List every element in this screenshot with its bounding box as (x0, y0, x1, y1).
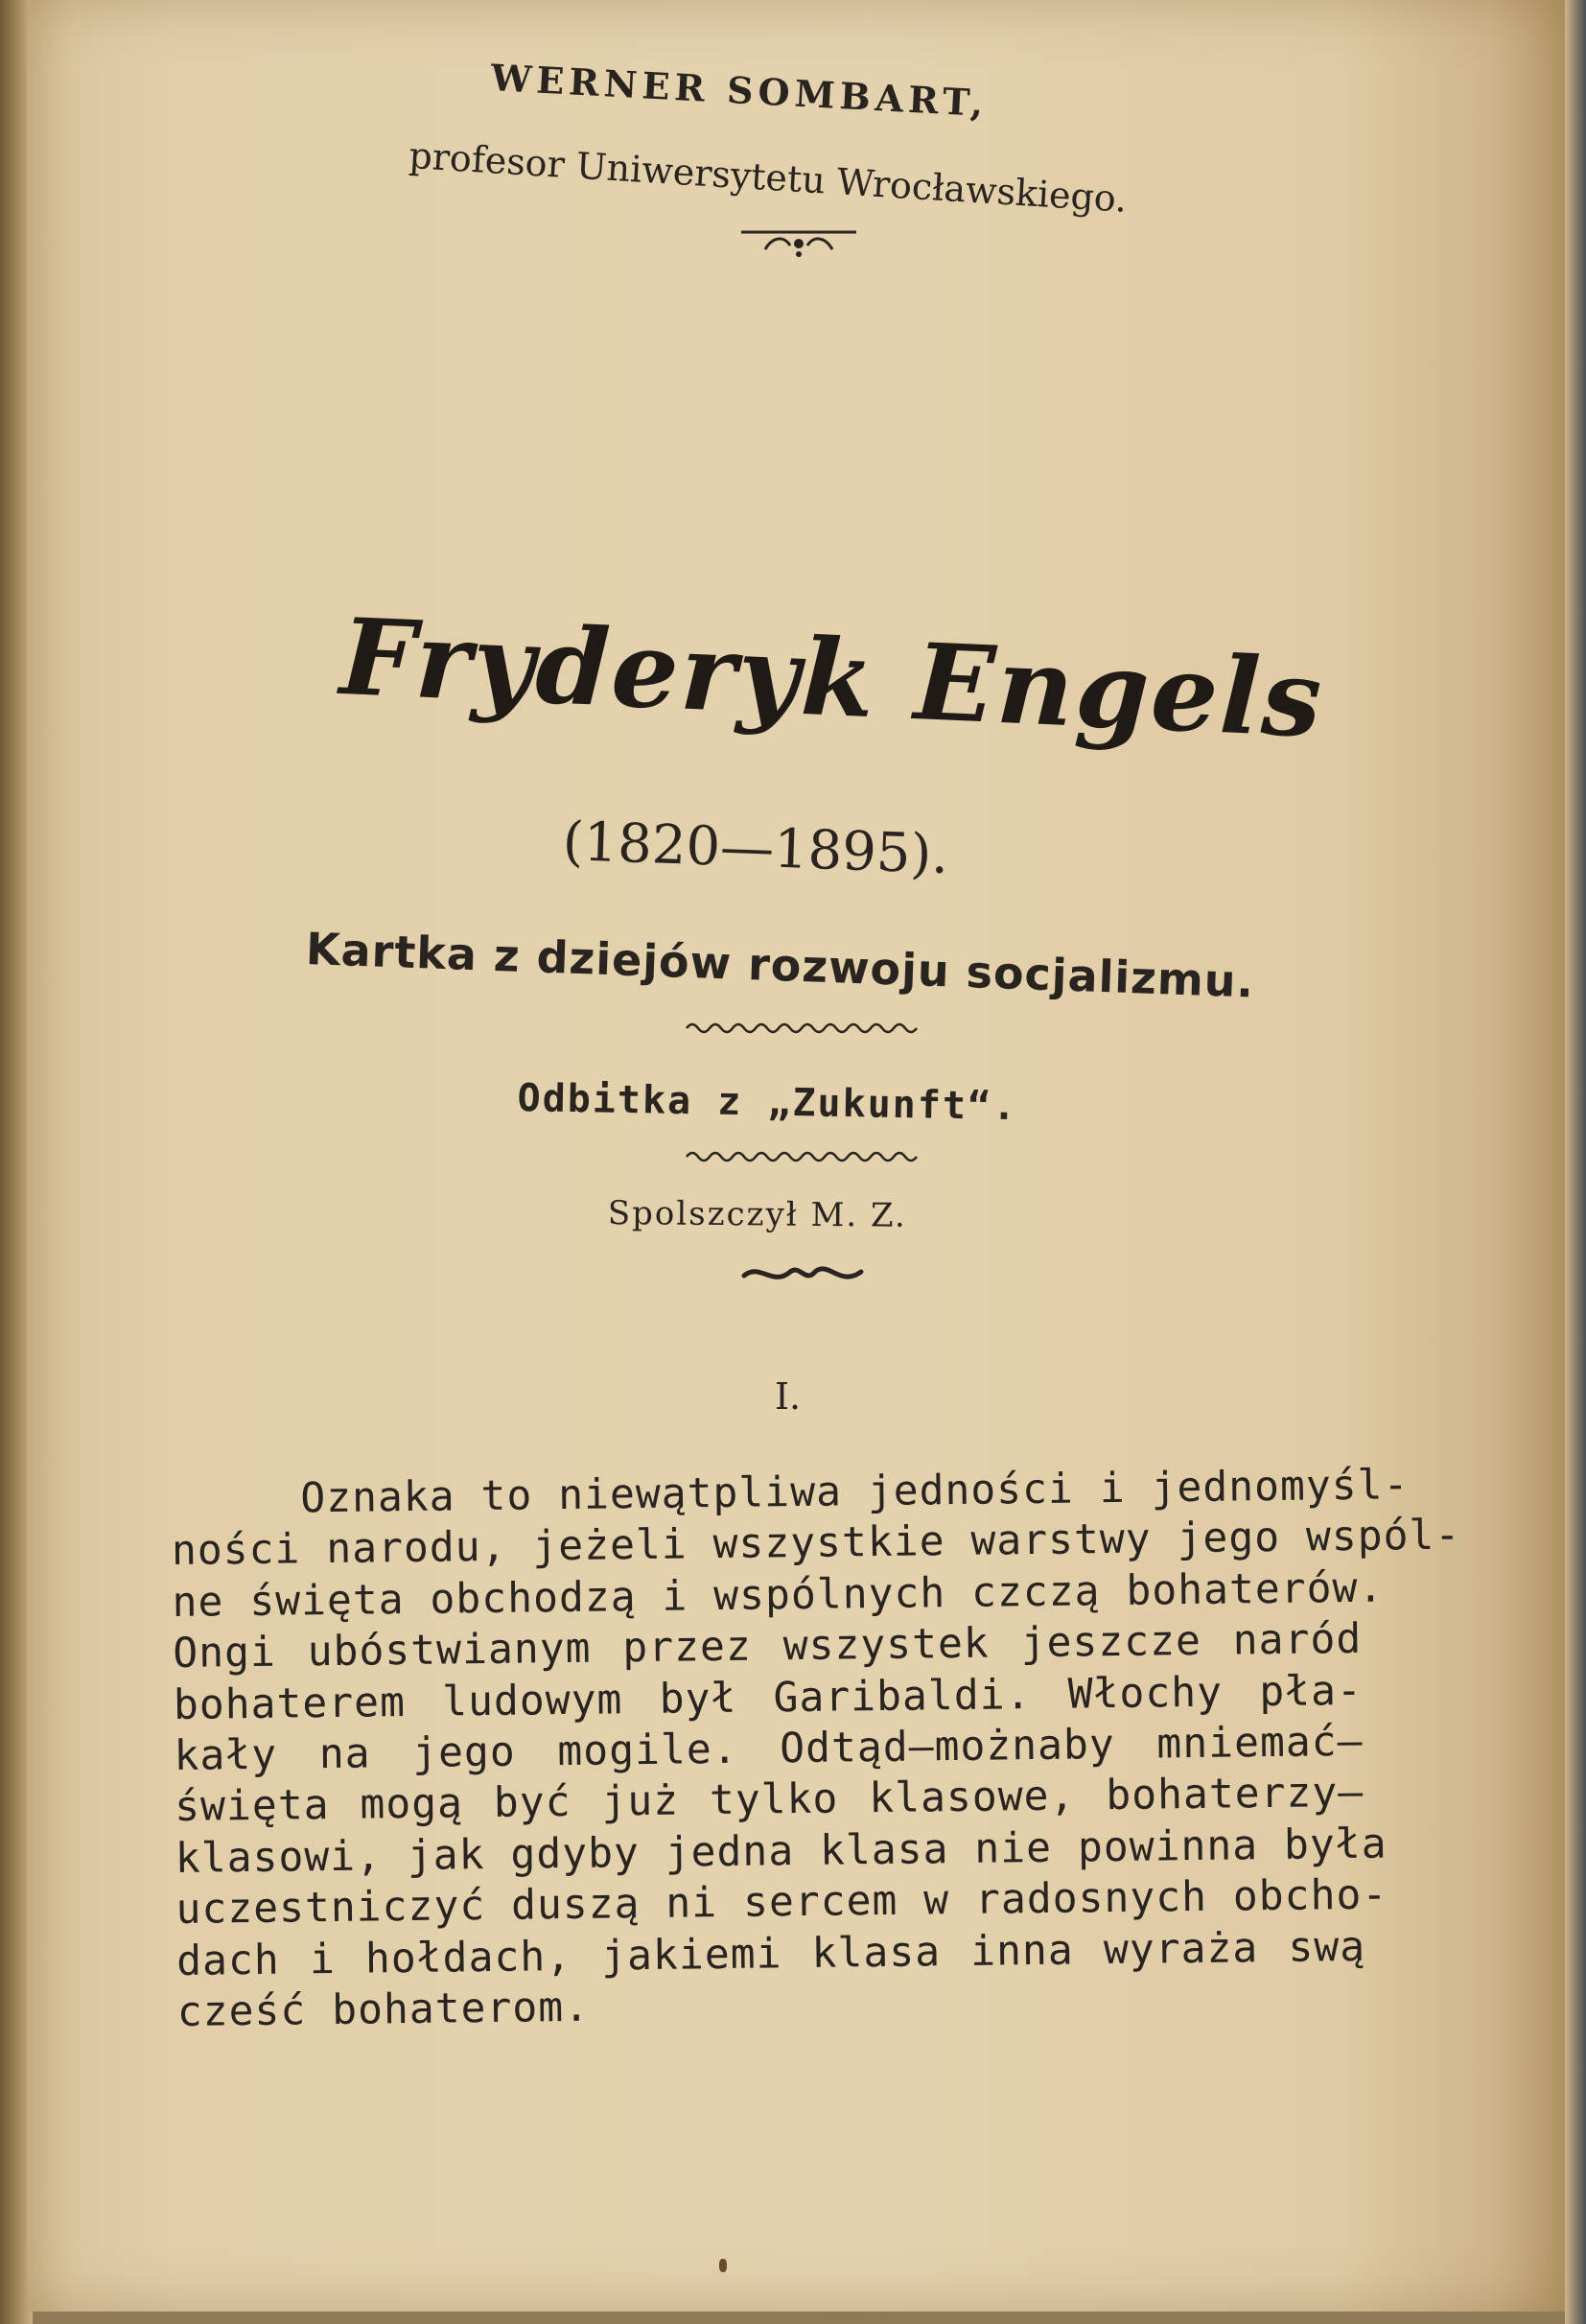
book-page (27, 0, 1567, 2312)
ornament-top-icon (736, 223, 861, 261)
translator-credit: Spolszczył M. Z. (607, 1194, 908, 1235)
body-line: święta mogą być już tylko klasowe, bohaterzy— (174, 1769, 1364, 1832)
body-line: Oznaka to niewątpliwa jedności i jednomyśl- (300, 1461, 1410, 1523)
author-affiliation: profesor Uniwersytetu Wrocławskiego. (408, 134, 1129, 221)
body-line: kały na jego mogile. Odtąd—możnaby mniemać— (174, 1717, 1364, 1780)
page-title: Fryderyk Engels (338, 595, 1326, 762)
ink-speck (719, 2259, 727, 2272)
ornament-bottom-icon (740, 1258, 865, 1291)
book-binding (1565, 0, 1586, 2324)
body-line: uczestniczyć duszą ni sercem w radosnych obcho- (175, 1870, 1388, 1935)
page-subtitle: Kartka z dziejów rozwoju socjalizmu. (305, 923, 1255, 1008)
offprint-note: Odbitka z „Zukunft“. (517, 1076, 1018, 1130)
author-name: WERNER SOMBART, (489, 56, 990, 126)
body-line: dach i hołdach, jakiemi klasa inna wyraża swą (175, 1922, 1366, 1985)
chapter-number: I. (775, 1375, 802, 1418)
body-text (171, 1461, 1461, 2038)
body-line: bohaterem ludowym był Garibaldi. Włochy pła- (173, 1666, 1364, 1729)
body-line: Ongi ubóstwianym przez wszystek jeszcze naród (172, 1615, 1363, 1678)
body-line: cześć bohaterom. (176, 1983, 591, 2036)
body-line: ności narodu, jeżeli wszystkie warstwy jego wspól- (171, 1511, 1461, 1576)
wavy-rule-icon (685, 1145, 924, 1168)
life-years: (1820—1895). (561, 810, 950, 887)
body-line: klasowi, jak gdyby jedna klasa nie powinna była (175, 1819, 1388, 1883)
wavy-rule-icon (685, 1017, 924, 1040)
body-line: ne święta obchodzą i wspólnych czczą bohaterów. (172, 1563, 1385, 1627)
